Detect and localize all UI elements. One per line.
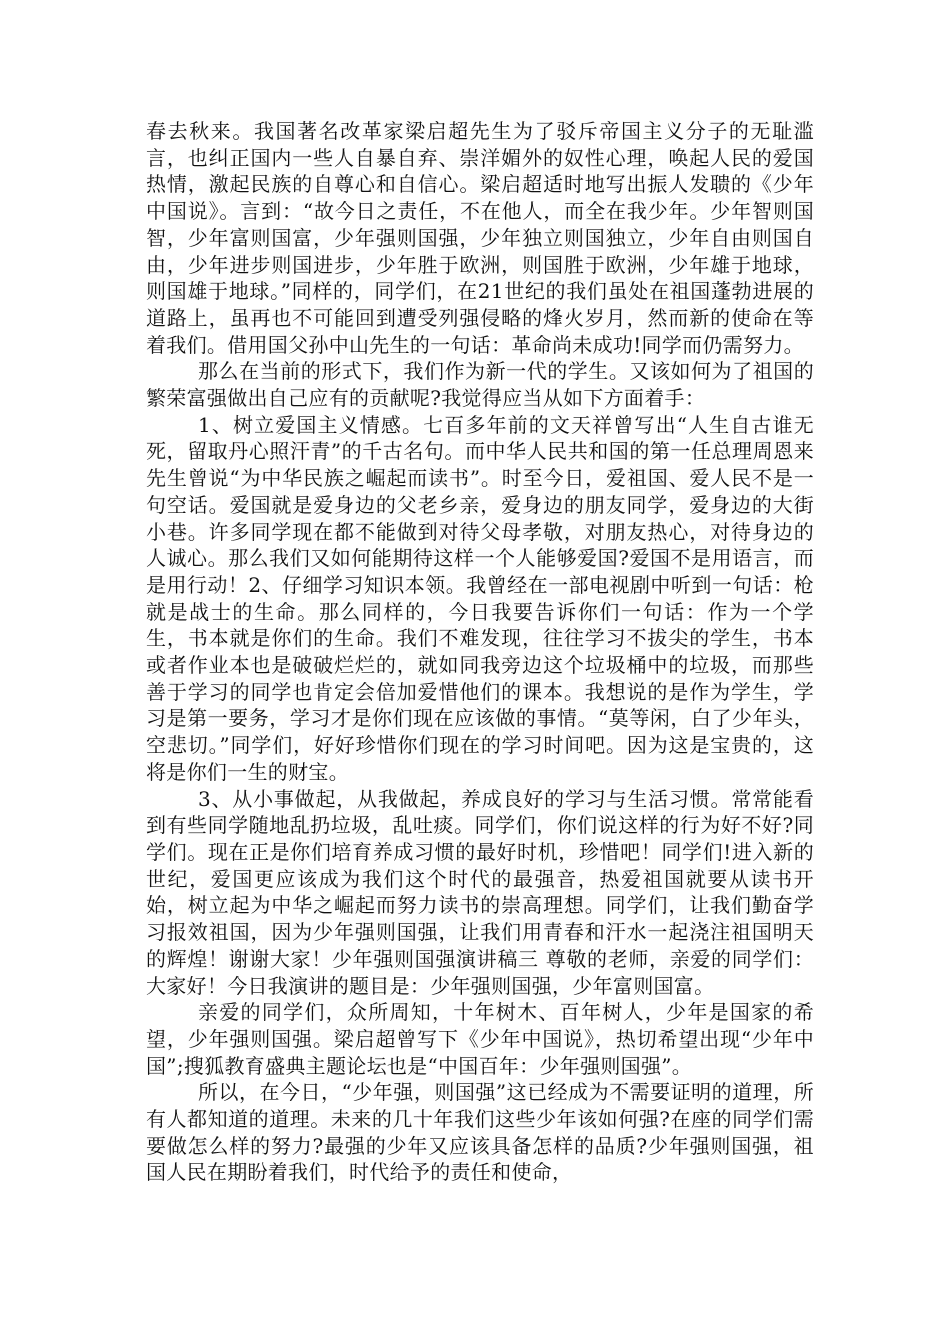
paragraph-2: 那么在当前的形式下，我们作为新一代的学生。又该如何为了祖国的繁荣富强做出自己应有的贡献呢?我觉得应当从如下方面着手： [146, 359, 814, 411]
paragraph-5: 亲爱的同学们，众所周知，十年树木、百年树人，少年是国家的希望，少年强则国强。梁启超曾写下《少年中国说》，热切希望出现“少年中国”;搜狐教育盛典主题论坛也是“中国百年：少年强则国强”。 [146, 1000, 814, 1078]
paragraph-3: 1、树立爱国主义情感。七百多年前的文天祥曾写出“人生自古谁无死，留取丹心照汗青”的千古名句。而中华人民共和国的第一任总理周恩来先生曾说“为中华民族之崛起而读书”。时至今日，爱祖国、爱人民不是一句空话。爱国就是爱身边的父老乡亲，爱身边的朋友同学，爱身边的大街小巷。许多同学现在都不能做到对待父母孝敬，对朋友热心，对待身边的人诚心。那么我们又如何能期待这样一个人能够爱国?爱国不是用语言，而是用行动！2、仔细学习知识本领。我曾经在一部电视剧中听到一句话：枪就是战士的生命。那么同样的，今日我要告诉你们一句话：作为一个学生，书本就是你们的生命。我们不难发现，往往学习不拔尖的学生，书本或者作业本也是破破烂烂的，就如同我旁边这个垃圾桶中的垃圾，而那些善于学习的同学也肯定会倍加爱惜他们的课本。我想说的是作为学生，学习是第一要务，学习才是你们现在应该做的事情。“莫等闲，白了少年头，空悲切。”同学们，好好珍惜你们现在的学习时间吧。因为这是宝贵的，这将是你们一生的财宝。 [146, 412, 814, 784]
document-body [146, 118, 814, 1186]
paragraph-4: 3、从小事做起，从我做起，养成良好的学习与生活习惯。常常能看到有些同学随地乱扔垃圾，乱吐痰。同学们，你们说这样的行为好不好?同学们。现在正是你们培育养成习惯的最好时机，珍惜吧！同学们!进入新的世纪，爱国更应该成为我们这个时代的最强音，热爱祖国就要从读书开始，树立起为中华之崛起而努力读书的崇高理想。同学们，让我们勤奋学习报效祖国，因为少年强则国强，让我们用青春和汗水一起浇注祖国明天的辉煌！谢谢大家！少年强则国强演讲稿三 尊敬的老师，亲爱的同学们： 大家好！今日我演讲的题目是：少年强则国强，少年富则国富。 [146, 786, 814, 998]
paragraph-6: 所以，在今日，“少年强，则国强”这已经成为不需要证明的道理，所有人都知道的道理。未来的几十年我们这些少年该如何强?在座的同学们需要做怎么样的努力?最强的少年又应该具备怎样的品质?少年强则国强，祖国人民在期盼着我们，时代给予的责任和使命， [146, 1080, 814, 1185]
paragraph-1: 春去秋来。我国著名改革家梁启超先生为了驳斥帝国主义分子的无耻滥言，也纠正国内一些人自暴自弃、崇洋媚外的奴性心理，唤起人民的爱国热情，激起民族的自尊心和自信心。梁启超适时地写出振人发聩的《少年中国说》。言到：“故今日之责任，不在他人，而全在我少年。少年智则国智，少年富则国富，少年强则国强，少年独立则国独立，少年自由则国自由，少年进步则国进步，少年胜于欧洲，则国胜于欧洲，少年雄于地球，则国雄于地球。”同样的，同学们，在21世纪的我们虽处在祖国蓬勃进展的道路上，虽再也不可能回到遭受列强侵略的烽火岁月，然而新的使命在等着我们。借用国父孙中山先生的一句话：革命尚未成功!同学而仍需努力。 [146, 119, 814, 357]
